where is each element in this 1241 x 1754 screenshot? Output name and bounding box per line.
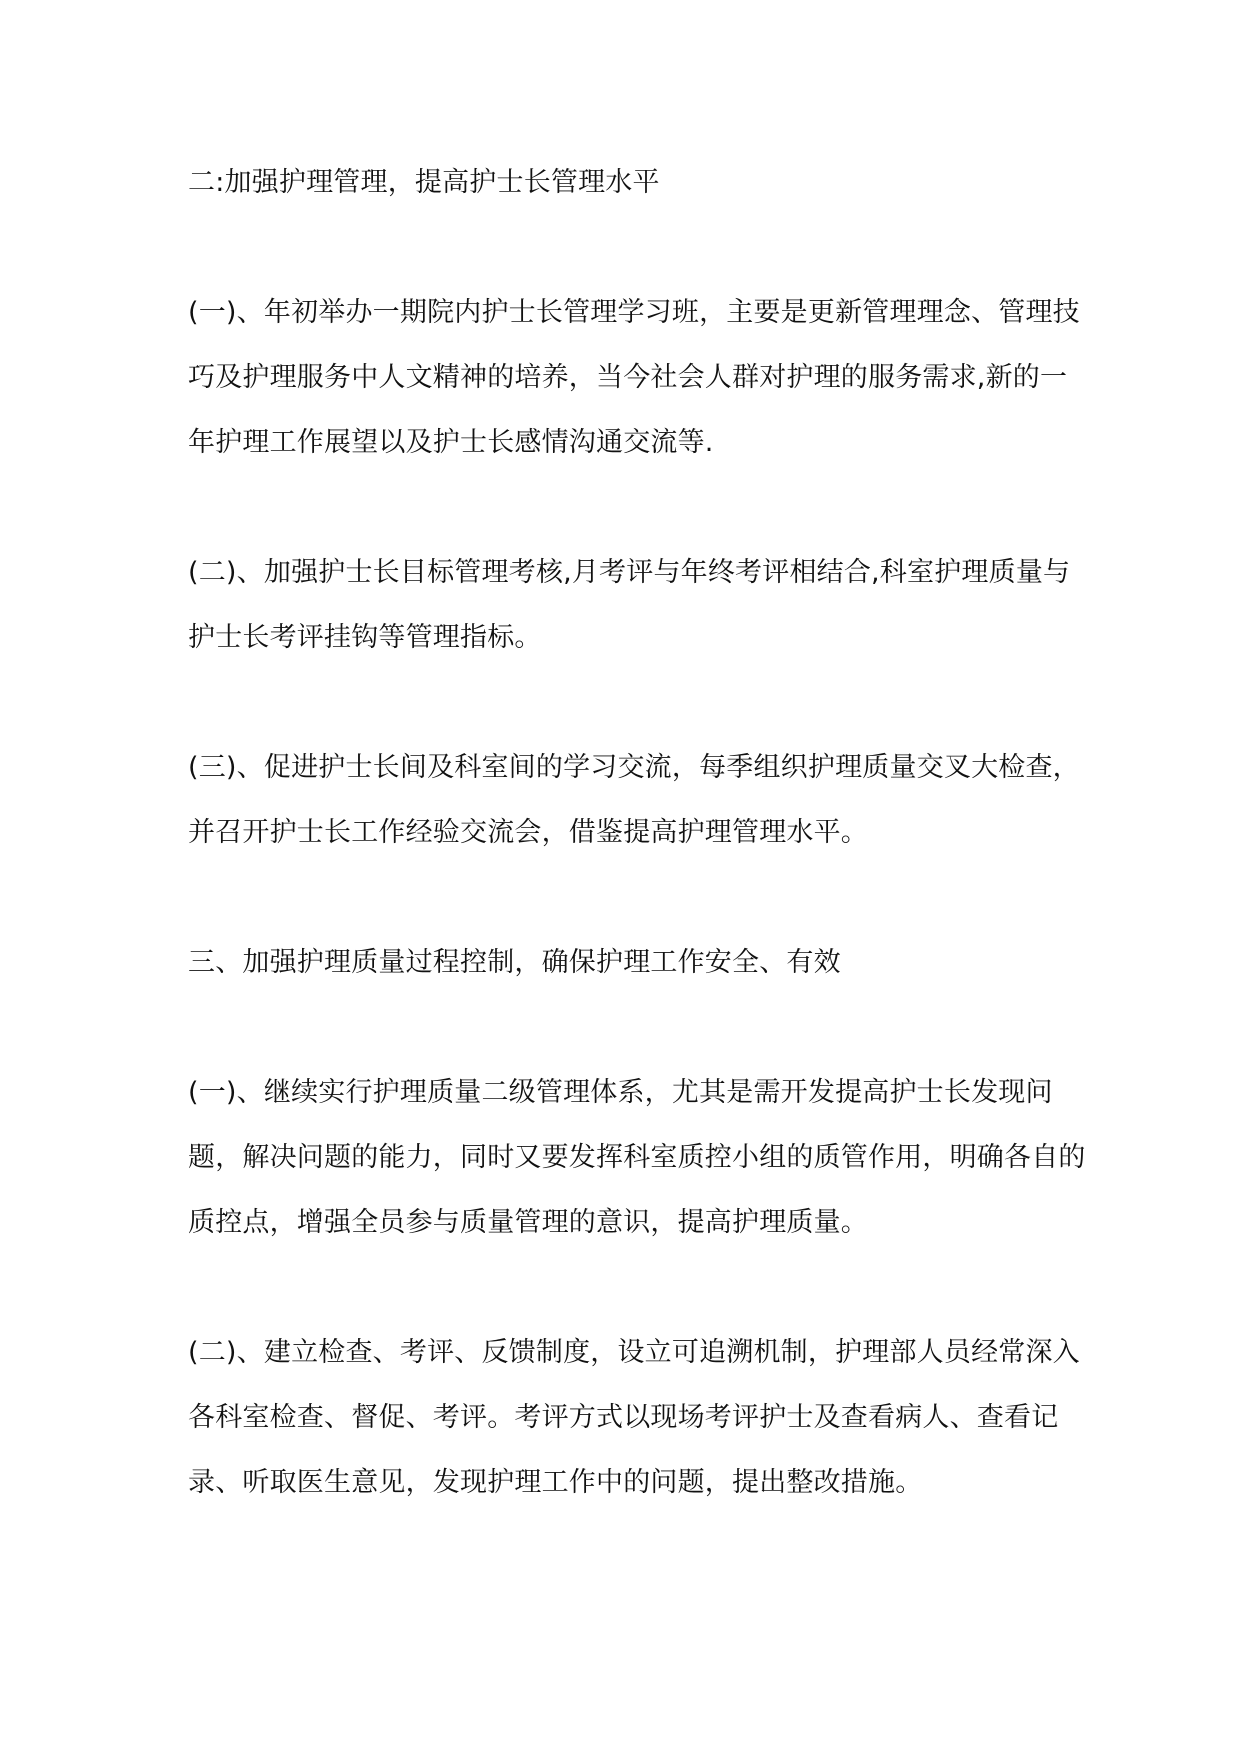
document-body	[188, 150, 1093, 1515]
paragraph-gap	[188, 995, 1093, 1060]
paragraph-3-2: (二)、建立检查、考评、反馈制度，设立可追溯机制，护理部人员经常深入各科室检查、督促、考评。考评方式以现场考评护士及查看病人、查看记录、听取医生意见，发现护理工作中的问题，提出整改措施。	[188, 1337, 1080, 1498]
paragraph-gap	[188, 1255, 1093, 1320]
section-heading-2: 二:加强护理管理，提高护士长管理水平	[188, 167, 660, 198]
paragraph-3-1: (一)、继续实行护理质量二级管理体系，尤其是需开发提高护士长发现问题，解决问题的能力，同时又要发挥科室质控小组的质管作用，明确各自的质控点，增强全员参与质量管理的意识，提高护理质量。	[188, 1077, 1086, 1238]
paragraph-2-2: (二)、加强护士长目标管理考核,月考评与年终考评相结合,科室护理质量与护士长考评挂钩等管理指标。	[188, 557, 1071, 653]
section-heading-3: 三、加强护理质量过程控制，确保护理工作安全、有效	[188, 947, 841, 978]
paragraph-2-1: (一)、年初举办一期院内护士长管理学习班，主要是更新管理理念、管理技巧及护理服务中人文精神的培养，当今社会人群对护理的服务需求,新的一年护理工作展望以及护士长感情沟通交流等.	[188, 297, 1080, 458]
paragraph-gap	[188, 865, 1093, 930]
paragraph-gap	[188, 670, 1093, 735]
paragraph-gap	[188, 475, 1093, 540]
paragraph-2-3: (三)、促进护士长间及科室间的学习交流，每季组织护理质量交叉大检查，并召开护士长工作经验交流会，借鉴提高护理管理水平。	[188, 752, 1080, 848]
paragraph-gap	[188, 215, 1093, 280]
